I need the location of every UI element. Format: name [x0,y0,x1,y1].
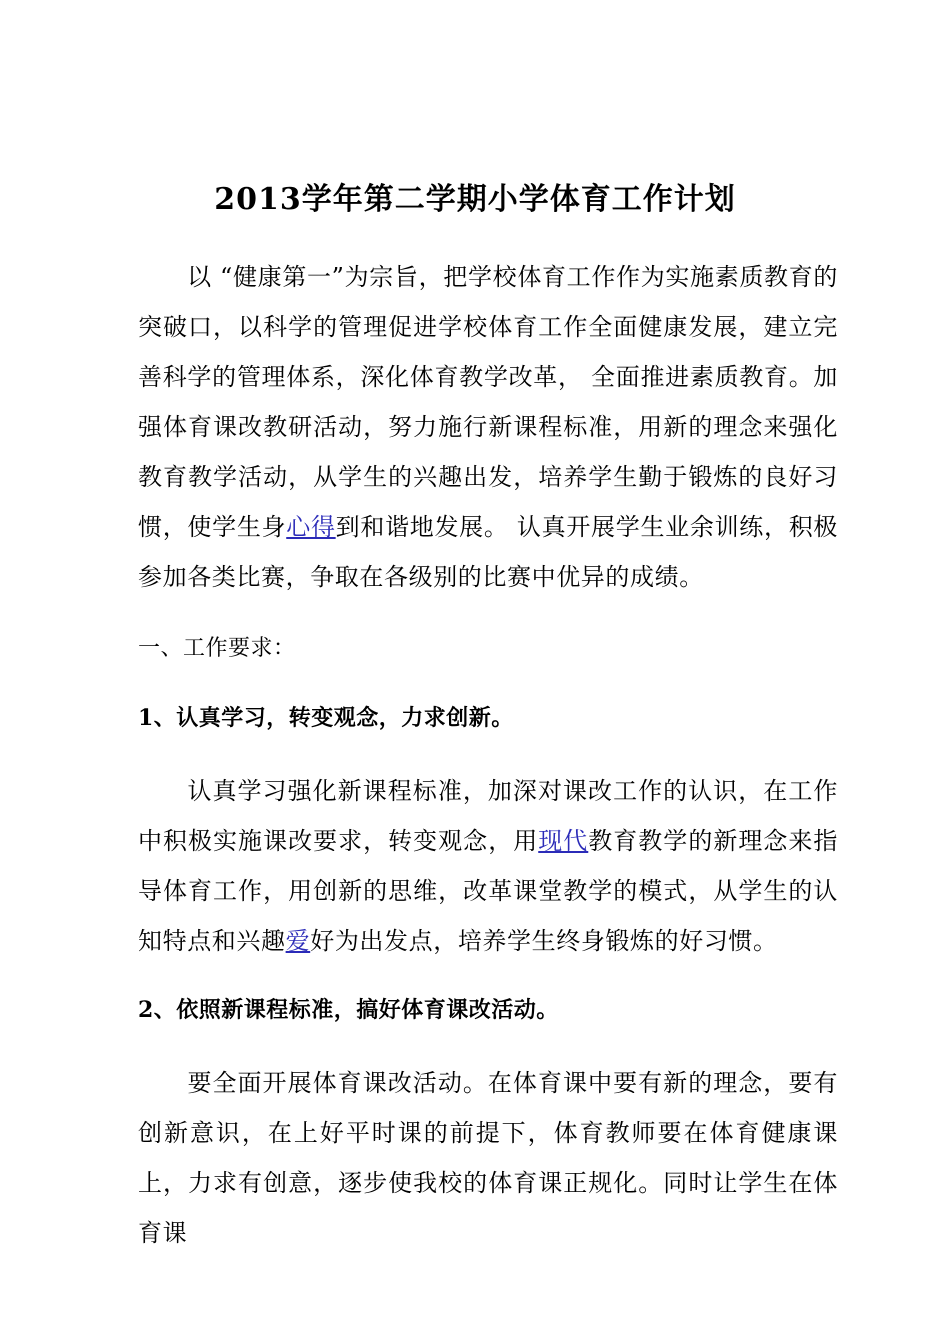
intro-paragraph [138,252,838,602]
item-1-heading: 1、认真学习，转变观念，力求创新。 [138,705,514,731]
item-2-heading: 2、依照新课程标准，搞好体育课改活动。 [138,997,559,1023]
intro-text-part-2: 到和谐地发展。 认真开展学生业余训练，积极参加各类比赛，争取在各级别的比赛中优异的成绩。 [138,513,838,591]
section-heading-work-requirements: 一、工作要求： [138,636,296,661]
document-title: 2013学年第二学期小学体育工作计划 [214,182,736,217]
link-ai[interactable]: 爱 [285,927,311,955]
item-1-paragraph [138,766,838,966]
item-1-text-part-1: 认真学习强化新课程标准，加深对课改工作的认识，在工作中积极实施课改要求，转变观念，用 [138,777,838,855]
item-2-paragraph [138,1058,838,1258]
item-2-text-part-1: 要全面开展体育课改活动。在体育课中要有新的理念，要有创新意识，在上好平时课的前提下，体育教师要在体育健康课上，力求有创意，逐步使我校的体育课正规化。同时让学生在体育课 [138,1069,838,1247]
link-xiandai[interactable]: 现代 [538,827,589,855]
item-1-text-part-3: 好为出发点，培养学生终身锻炼的好习惯。 [310,927,778,955]
link-xinde[interactable]: 心得 [286,513,336,541]
intro-text-part-1: 以 “健康第一”为宗旨，把学校体育工作作为实施素质教育的突破口，以科学的管理促进学校体育工作全面健康发展，建立完善科学的管理体系，深化体育教学改革， 全面推进素质教育。加强体育课改教研活动，努力施行新课程标准，用新的理念来强化教育教学活动，从学生的兴趣出发，培养学生勤于锻炼的良好习惯，使学生身 [138,263,838,541]
item-1-text-part-2: 教育教学的新理念来指导体育工作，用创新的思维，改革课堂教学的模式，从学生的认知特点和兴趣 [138,827,838,955]
